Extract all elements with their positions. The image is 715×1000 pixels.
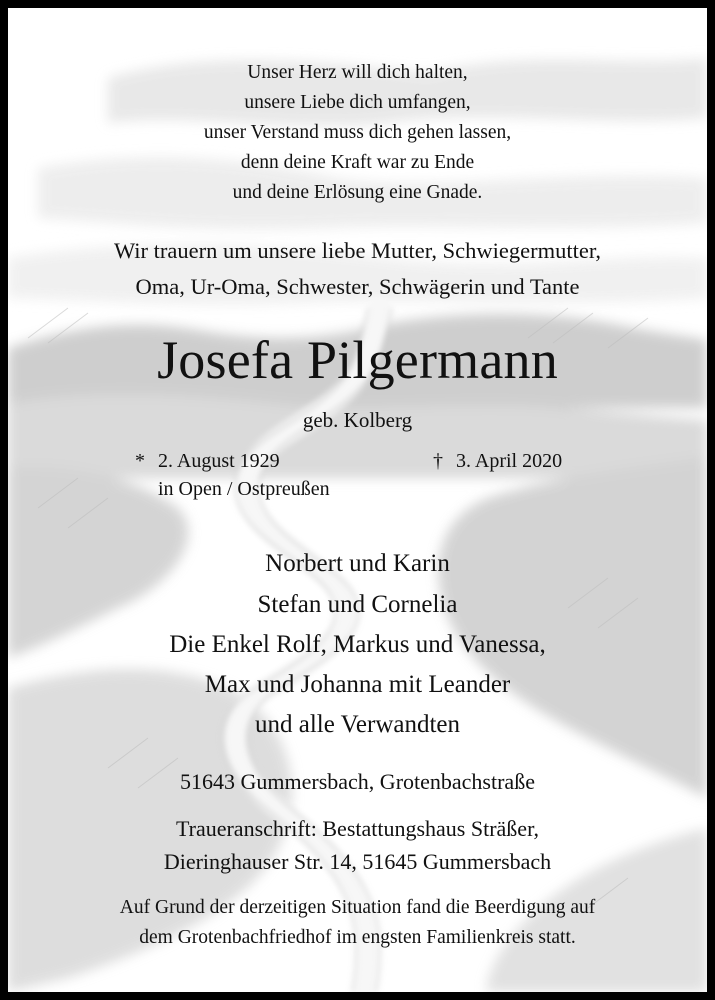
- death-date: 3. April 2020: [456, 450, 563, 472]
- maiden-name: geb. Kolberg: [302, 408, 413, 432]
- intro-line-2: Oma, Ur-Oma, Schwester, Schwägerin und Tante: [135, 274, 580, 299]
- mourner-line-1: Norbert und Karin: [265, 550, 450, 577]
- death-symbol: †: [433, 450, 443, 472]
- poem-line-4: denn deine Kraft war zu Ende: [240, 152, 475, 173]
- poem-line-2: unsere Liebe dich umfangen,: [244, 92, 471, 113]
- birth-date: 2. August 1929: [158, 450, 280, 472]
- funeral-note-line-1: Auf Grund der derzeitigen Situation fand die Beerdigung auf: [119, 897, 596, 918]
- poem-line-1: Unser Herz will dich halten,: [247, 62, 468, 83]
- birth-place: in Open / Ostpreußen: [158, 478, 330, 500]
- birth-symbol: *: [135, 450, 145, 472]
- poem-line-5: und deine Erlösung eine Gnade.: [232, 182, 483, 203]
- mourning-address-line-1: Traueranschrift: Bestattungshaus Sträßer,: [175, 816, 540, 841]
- funeral-note-line-2: dem Grotenbachfriedhof im engsten Familienkreis statt.: [139, 927, 576, 948]
- family-address: 51643 Gummersbach, Grotenbachstraße: [180, 769, 535, 794]
- mourner-line-2: Stefan und Cornelia: [257, 591, 458, 618]
- intro-line-1: Wir trauern um unsere liebe Mutter, Schwiegermutter,: [113, 238, 602, 263]
- mourner-line-4: Max und Johanna mit Leander: [204, 671, 511, 698]
- mourning-address-line-2: Dieringhauser Str. 14, 51645 Gummersbach: [163, 849, 552, 874]
- mourner-line-3: Die Enkel Rolf, Markus und Vanessa,: [169, 631, 546, 658]
- mourner-line-5: und alle Verwandten: [254, 711, 461, 738]
- deceased-name: Josefa Pilgermann: [157, 330, 558, 390]
- poem-line-3: unser Verstand muss dich gehen lassen,: [203, 122, 512, 143]
